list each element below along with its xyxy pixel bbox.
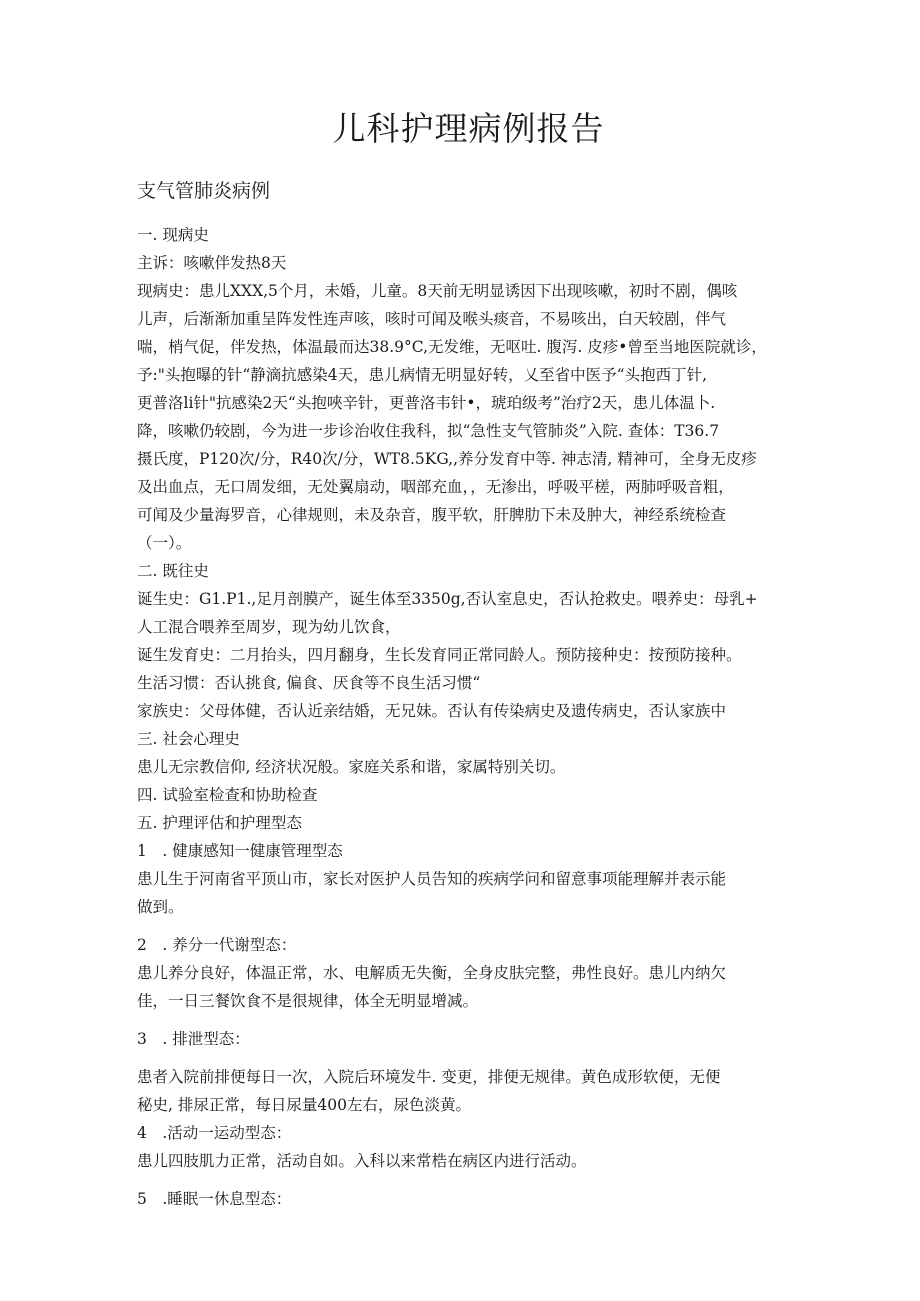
section-heading-nursing: 五. 护理评估和护理型态 — [137, 814, 302, 832]
text-line: 主诉：咳嗽伴发热8天 — [137, 254, 287, 272]
document-title: 儿科护理病例报告 — [332, 109, 605, 148]
text-line: 秘史, 排尿正常，每日尿量400左右，尿色淡黄。 — [137, 1096, 471, 1114]
text-line: 喘，梢气促，伴发热，体温最而达38.9°C,无发维，无呕吐. 腹泻. 皮疹•曾至当地医院就诊， — [137, 338, 767, 356]
text-line: 予:"头抱曝的针“静滴抗感染4天，患儿病情无明显好转，乂至省中医予“头抱西丁针, — [137, 366, 707, 384]
document-subtitle: 支气管肺炎病例 — [137, 180, 271, 202]
section-heading-lab: 四. 试验室检查和协助检查 — [137, 786, 318, 804]
text-line: 患儿四肢肌力正常，活动自如。入科以来常梏在病区内进行活动。 — [137, 1152, 587, 1170]
text-line: 诞生发育史：二月抬头，四月翻身，生长发育同正常同龄人。预防接种史：按预防接种。 — [137, 646, 742, 664]
text-line: 患儿生于河南省平顶山市，家长对医护人员告知的疾病学问和留意事项能理解并表示能 — [137, 870, 727, 888]
section-heading-past-history: 二. 既往史 — [137, 562, 209, 580]
subsection-heading-4: 4 .活动一运动型态： — [137, 1124, 292, 1142]
text-line: 做到。 — [137, 898, 184, 916]
text-line: 患者入院前排便每日一次，入院后环境发牛. 变更，排便无规律。黄色成形软便，无便 — [137, 1068, 721, 1086]
section-heading-social: 三. 社会心理史 — [137, 730, 240, 748]
text-line: 诞生史：G1.P1.,足月剖膜产，诞生体至3350g,否认室息史，否认抢救史。喂养史：母乳+ — [137, 590, 758, 608]
document-body — [137, 221, 800, 1213]
text-line: 生活习惯：否认挑食, 偏食、厌食等不良生活习惯“ — [137, 674, 481, 692]
subsection-heading-3: 3 . 排泄型态： — [137, 1030, 250, 1048]
text-line: （一）。 — [137, 534, 192, 552]
text-line: 佳，一日三餐饮食不是很规律，体全无明显增减。 — [137, 992, 479, 1010]
text-line: 儿声，后渐渐加重呈阵发性连声咳，咳时可闻及喉头痰音，不易咳出，白天较剧，伴气 — [137, 310, 727, 328]
subsection-heading-2: 2 . 养分一代谢型态： — [137, 936, 297, 954]
subsection-heading-1: 1 . 健康感知一健康管理型态 — [137, 842, 343, 860]
text-line: 摄氏度，P120次/分，R40次/分，WT8.5KG,,养分发育中等. 神志清, 精神可，全身无皮疹 — [137, 450, 757, 468]
text-line: 现病史：患儿XXX,5个月，未婚，儿童。8天前无明显诱因下出现咳嗽，初时不剧，偶咳 — [137, 282, 738, 300]
text-line: 人工混合喂养至周岁，现为幼儿饮食， — [137, 618, 401, 636]
subsection-heading-5: 5 .睡眠一休息型态： — [137, 1190, 292, 1208]
text-line: 家族史：父母体健，否认近亲结婚，无兄妹。否认有传染病史及遗传病史，否认家族中 — [137, 702, 727, 720]
text-line: 及出血点，无口周发细，无处翼扇动，咽部充血，，无渗出，呼吸平槎，两肺呼吸音粗， — [137, 478, 734, 496]
text-line: 可闻及少量海罗音，心律规则，未及杂音，腹平软，肝脾肋下未及肿大，神经系统检查 — [137, 506, 727, 524]
section-heading-history: 一. 现病史 — [137, 226, 209, 244]
text-line: 更普洛li针"抗感染2天“头抱唊辛针，更普洛韦针•，琥珀级考”治疗2天，患儿体温卜. — [137, 394, 716, 412]
text-line: 患儿无宗教信仰, 经济状况般。家庭关系和谐，家属特别关切。 — [137, 758, 566, 776]
text-line: 患儿养分良好，体温正常，水、电解质无失衡，全身皮肤完整，弗性良好。患儿内纳欠 — [137, 964, 727, 982]
text-line: 降，咳嗽仍较剧，今为进一步诊治收住我科，拟“急性支气管肺炎”入院. 查体：T36.7 — [137, 422, 720, 440]
